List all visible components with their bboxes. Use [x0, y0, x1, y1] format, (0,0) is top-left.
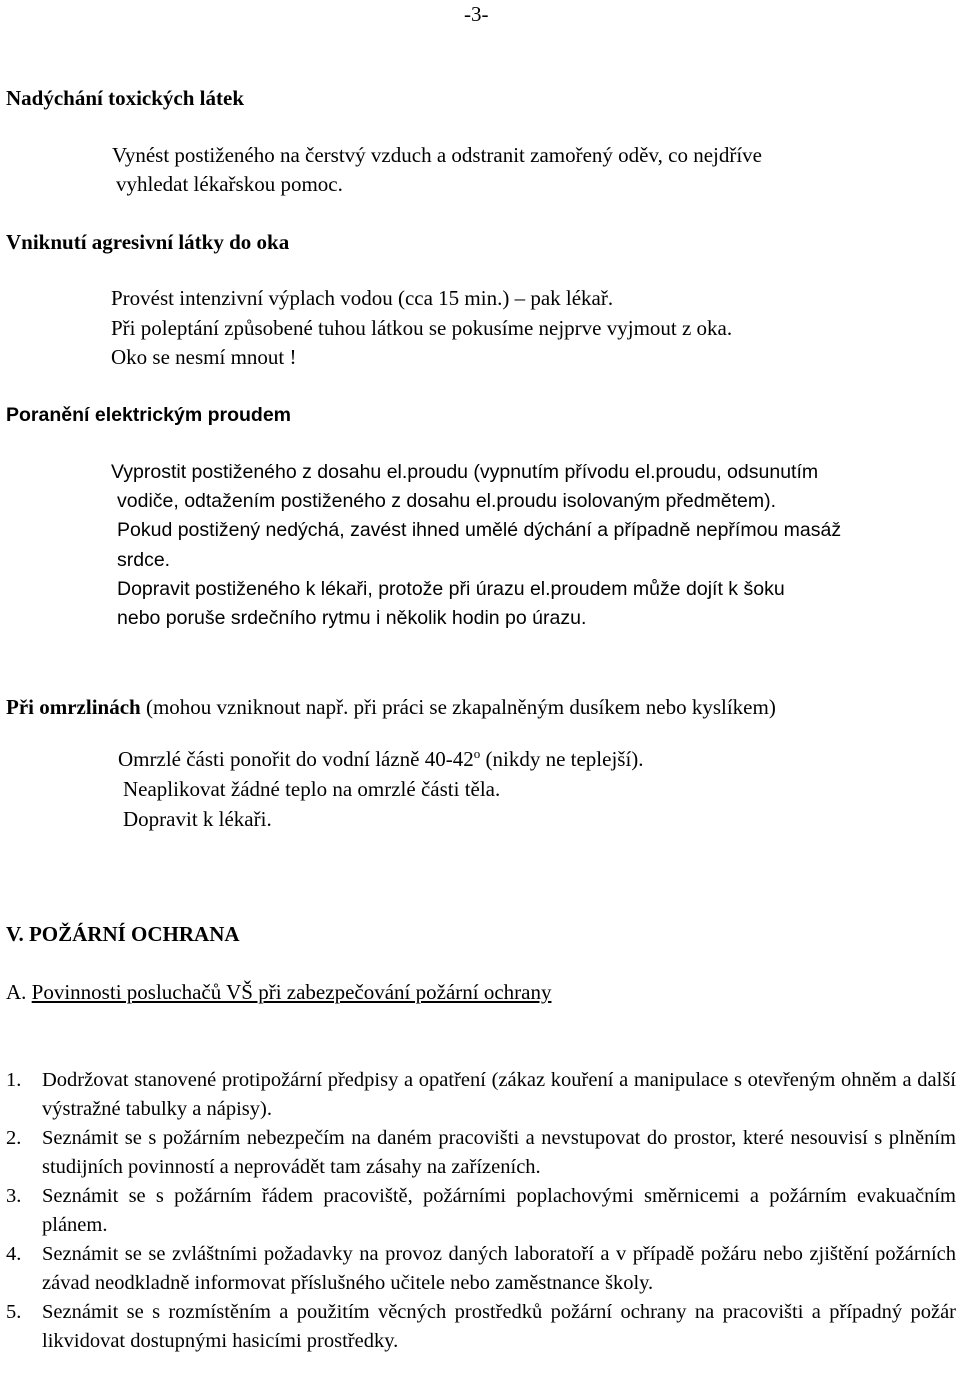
fire-subheading-text: Povinnosti posluchačů VŠ při zabezpečování požární ochrany: [31, 980, 552, 1004]
list-item-text: Seznámit se se zvláštními požadavky na provoz daných laboratoří a v případě požáru nebo zjištění požárních závad neodkladně informovat příslušného učitele nebo zaměstnance školy.: [42, 1243, 956, 1294]
list-item: [6, 1124, 956, 1182]
frostbite-heading-rest: (mohou vzniknout např. při práci se zkapalněným dusíkem nebo kyslíkem): [140, 695, 776, 719]
list-item-text: Seznámit se s požárním nebezpečím na daném pracovišti a nevstupovat do prostor, které nesouvisí s plněním studijních povinností a neprovádět tam zásahy na zařízeních.: [42, 1127, 956, 1178]
frostbite-line-1-post: (nikdy ne teplejší).: [480, 747, 644, 771]
frostbite-line-1-text: Omrzlé části ponořit do vodní lázně 40-42: [118, 747, 474, 771]
list-item-number: 5.: [6, 1301, 22, 1323]
electric-line-5: Dopravit postiženého k lékaři, protože při úrazu el.proudem může dojít k šoku: [117, 578, 785, 600]
list-item: [6, 1182, 956, 1240]
section-heading-toxic: Nadýchání toxických látek: [6, 86, 245, 110]
electric-line-6: nebo poruše srdečního rytmu i několik hodin po úrazu.: [117, 607, 587, 629]
frostbite-heading-bold: Při omrzlinách: [6, 695, 141, 719]
electric-line-2: vodiče, odtažením postiženého z dosahu el.proudu isolovaným předmětem).: [117, 490, 777, 512]
list-item: [6, 1298, 956, 1356]
list-item: [6, 1240, 956, 1298]
frostbite-line-1: [118, 747, 644, 772]
page-number: -3-: [464, 2, 489, 26]
section-heading-electric: Poranění elektrickým proudem: [6, 404, 292, 426]
list-item-text: Dodržovat stanovené protipožární předpisy a opatření (zákaz kouření a manipulace s otevřeným ohněm a další výstražné tabulky a nápisy).: [42, 1069, 956, 1120]
toxic-line-2: vyhledat lékařskou pomoc.: [116, 172, 343, 196]
eye-line-1: Provést intenzivní výplach vodou (cca 15 min.) – pak lékař.: [111, 286, 614, 310]
frostbite-line-2: Neaplikovat žádné teplo na omrzlé části těla.: [123, 777, 501, 801]
frostbite-line-3: Dopravit k lékaři.: [123, 807, 272, 831]
degree-mark: o: [473, 746, 481, 761]
eye-line-2: Při poleptání způsobené tuhou látkou se pokusíme nejprve vyjmout z oka.: [111, 316, 733, 340]
electric-line-4: srdce.: [117, 549, 171, 571]
list-item-text: Seznámit se s požárním řádem pracoviště, požárními poplachovými směrnicemi a požárním evakuačním plánem.: [42, 1185, 956, 1236]
section-heading-eye: Vniknutí agresivní látky do oka: [6, 230, 290, 254]
section-heading-frostbite: [6, 695, 776, 720]
list-item: [6, 1066, 956, 1124]
electric-line-3: Pokud postižený nedýchá, zavést ihned umělé dýchání a případně nepřímou masáž: [117, 519, 842, 541]
list-item-number: 3.: [6, 1185, 22, 1207]
fire-subheading: [6, 980, 551, 1005]
list-item-number: 1.: [6, 1069, 22, 1091]
toxic-line-1: Vynést postiženého na čerstvý vzduch a odstranit zamořený oděv, co nejdříve: [112, 143, 763, 167]
list-item-text: Seznámit se s rozmístěním a použitím věcných prostředků požární ochrany na pracovišti a případný požár likvidovat dostupnými hasicími prostředky.: [42, 1301, 956, 1352]
electric-line-1: Vyprostit postiženého z dosahu el.proudu (vypnutím přívodu el.proudu, odsunutím: [111, 461, 819, 483]
eye-line-3: Oko se nesmí mnout !: [111, 345, 297, 369]
section-heading-fire: V. POŽÁRNÍ OCHRANA: [6, 922, 240, 946]
list-item-number: 4.: [6, 1243, 22, 1265]
fire-duties-list: [6, 1066, 956, 1356]
fire-subheading-letter: A.: [6, 980, 32, 1004]
list-item-number: 2.: [6, 1127, 22, 1149]
